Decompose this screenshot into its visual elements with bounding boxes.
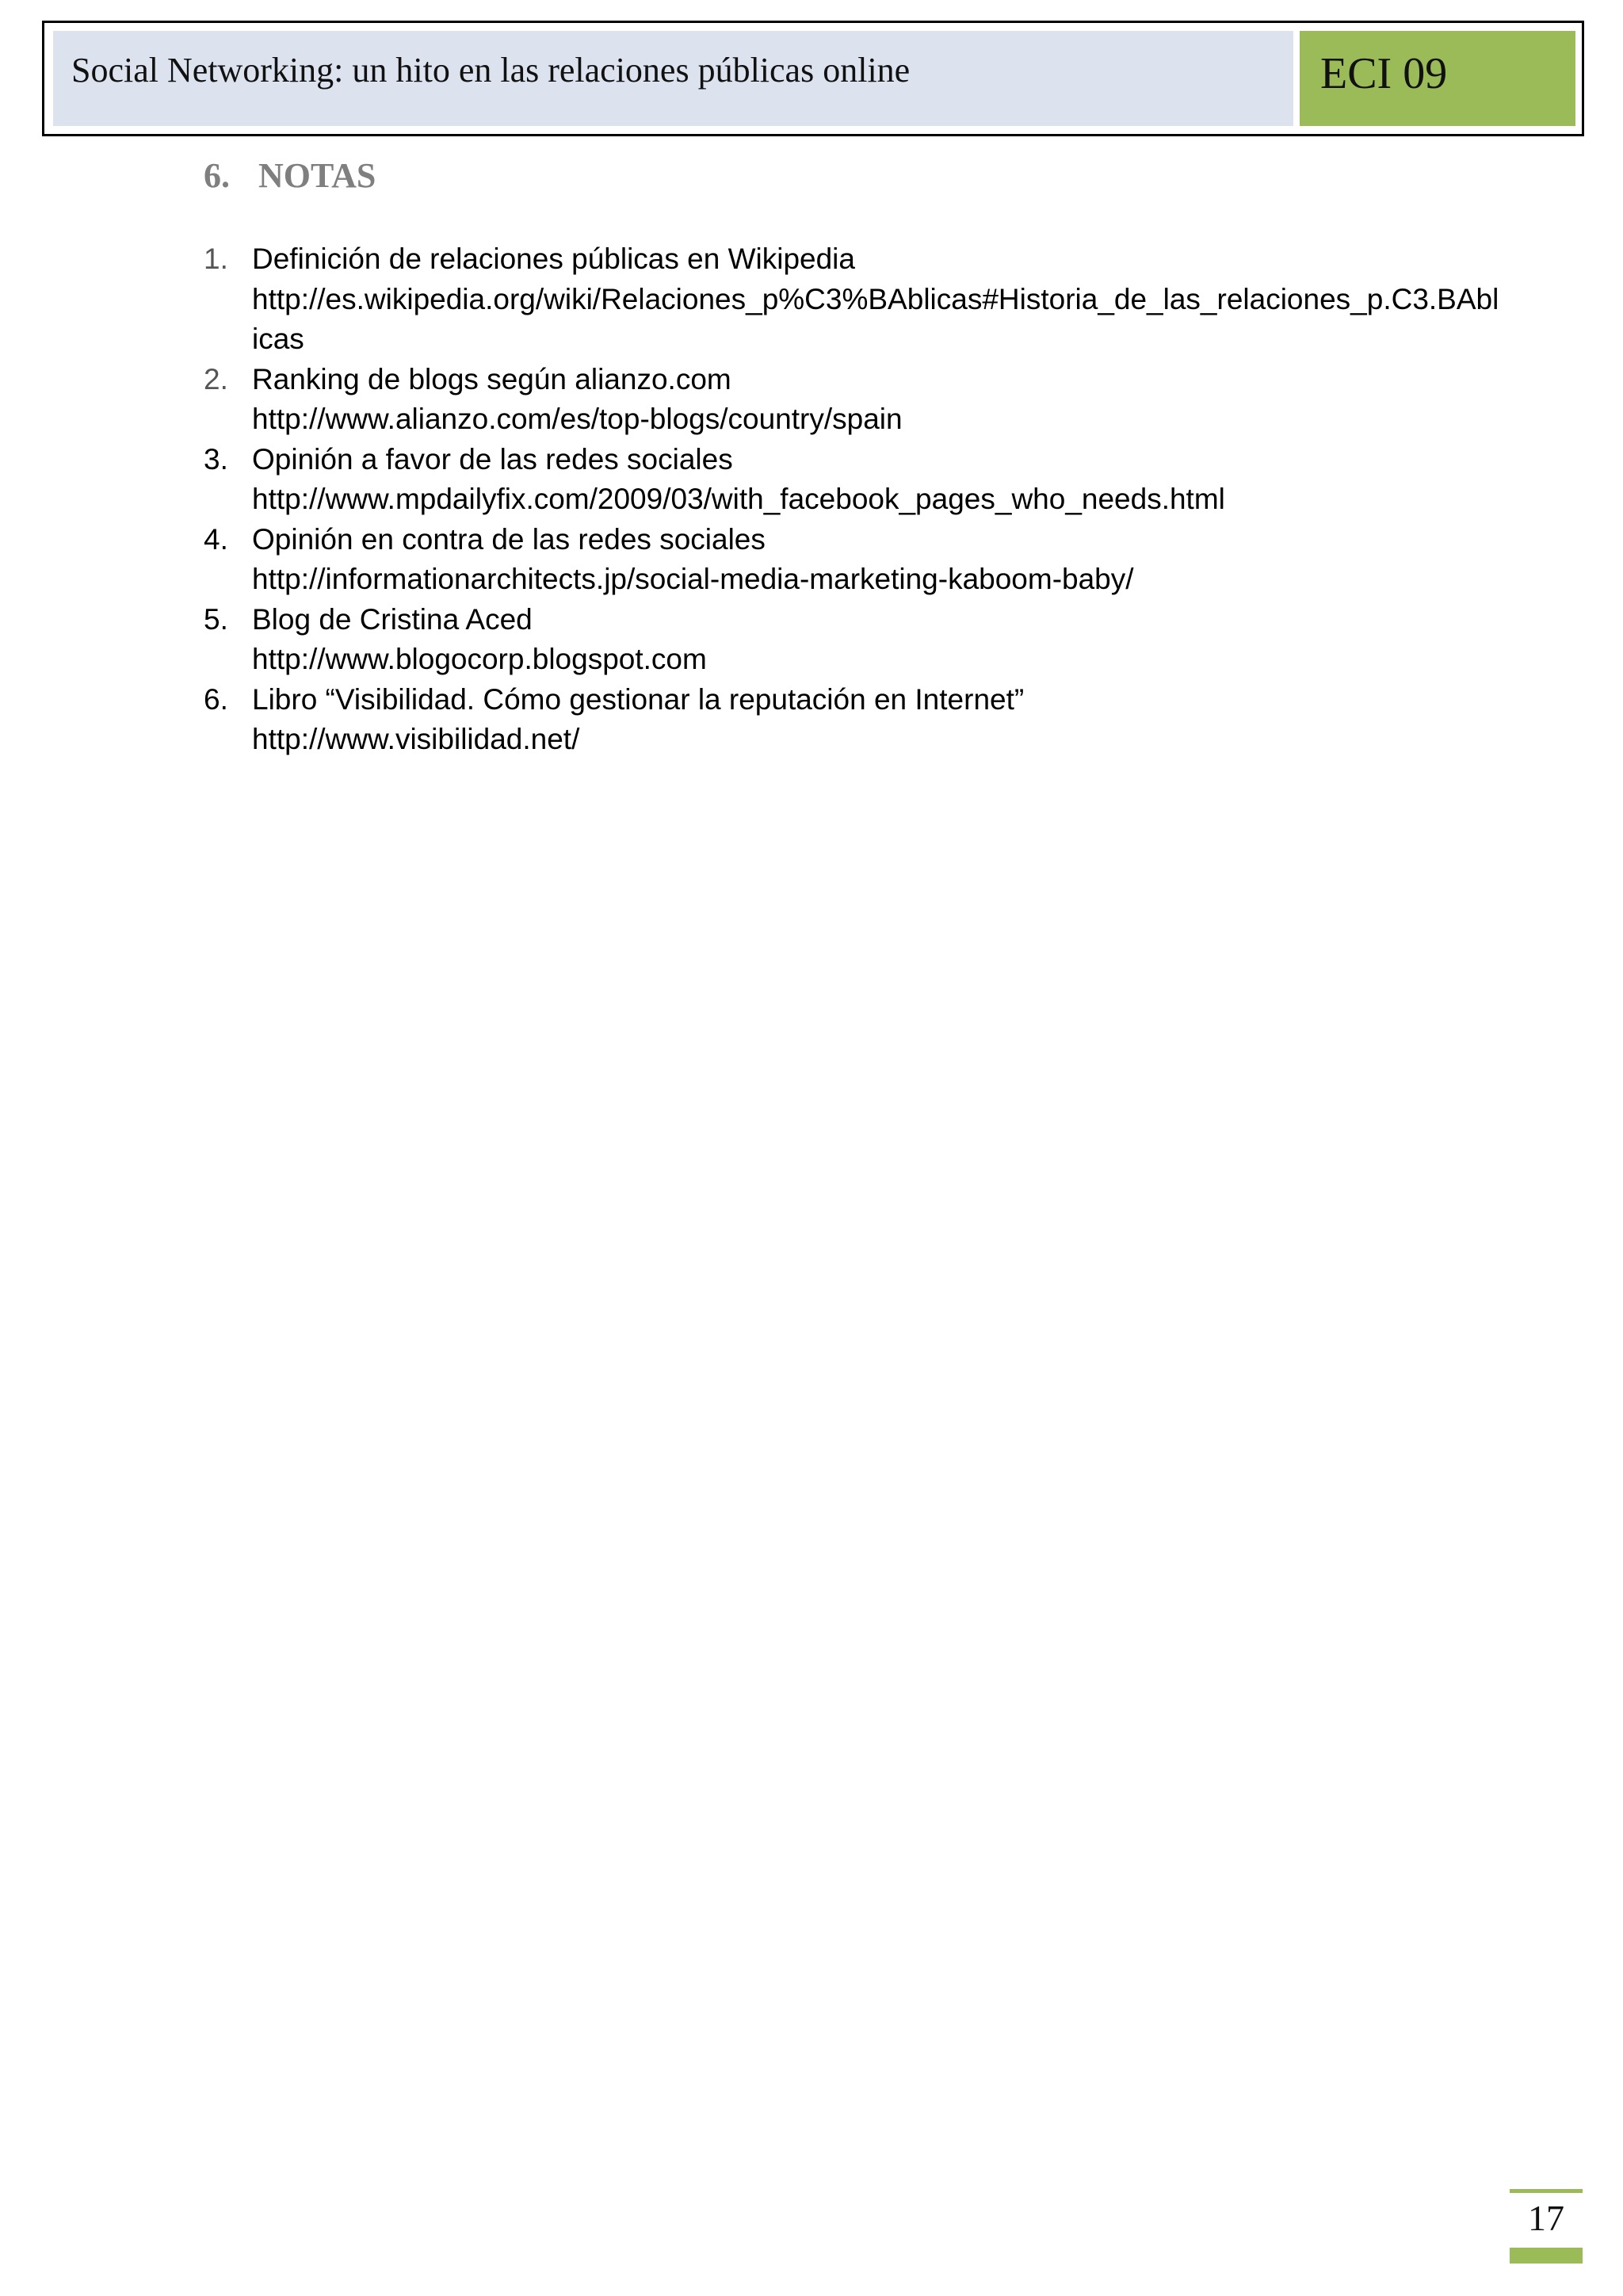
note-label: Ranking de blogs según alianzo.com [252, 362, 731, 395]
note-url-link[interactable]: http://informationarchitects.jp/social-media-marketing-kaboom-baby/ [252, 563, 1134, 595]
note-label: Opinión en contra de las redes sociales [252, 522, 766, 556]
page-number: 17 [1528, 2198, 1564, 2238]
page-number-bar [1510, 2248, 1583, 2264]
note-url-link[interactable]: http://www.alianzo.com/es/top-blogs/country/spain [252, 403, 903, 435]
note-number: 5. [204, 602, 228, 636]
note-label: Blog de Cristina Aced [252, 602, 533, 636]
note-label: Definición de relaciones públicas en Wikipedia [252, 243, 855, 275]
note-item [204, 360, 1503, 440]
note-label: Libro “Visibilidad. Cómo gestionar la reputación en Internet” [252, 682, 1025, 716]
page-header [42, 21, 1584, 136]
note-url-link[interactable]: http://www.visibilidad.net/ [252, 723, 580, 755]
page-number-rule [1510, 2189, 1583, 2193]
note-number: 6. [204, 682, 228, 716]
note-url-link[interactable]: http://es.wikipedia.org/wiki/Relaciones_p%C3%BAblicas#Historia_de_las_relaciones_p.C3.BAblicas [252, 282, 1499, 355]
note-number: 3. [204, 442, 228, 476]
header-code-cell [1300, 31, 1575, 126]
note-item [204, 520, 1503, 600]
notes-list [204, 239, 1503, 760]
document-code: ECI 09 [1320, 49, 1448, 98]
note-label: Opinión a favor de las redes sociales [252, 442, 733, 476]
document-title: Social Networking: un hito en las relaciones públicas online [71, 51, 911, 90]
note-number: 4. [204, 522, 228, 556]
header-title-cell [53, 31, 1293, 126]
note-url-link[interactable]: http://www.mpdailyfix.com/2009/03/with_facebook_pages_who_needs.html [252, 483, 1225, 515]
note-url-link[interactable]: http://www.blogocorp.blogspot.com [252, 643, 707, 675]
note-number: 1. [204, 243, 228, 275]
note-item [204, 600, 1503, 680]
note-number: 2. [204, 362, 228, 395]
section-title: NOTAS [258, 156, 376, 195]
section-number: 6. [204, 156, 230, 195]
section-heading [204, 155, 376, 196]
note-item [204, 440, 1503, 520]
note-item [204, 680, 1503, 760]
note-item [204, 239, 1503, 360]
